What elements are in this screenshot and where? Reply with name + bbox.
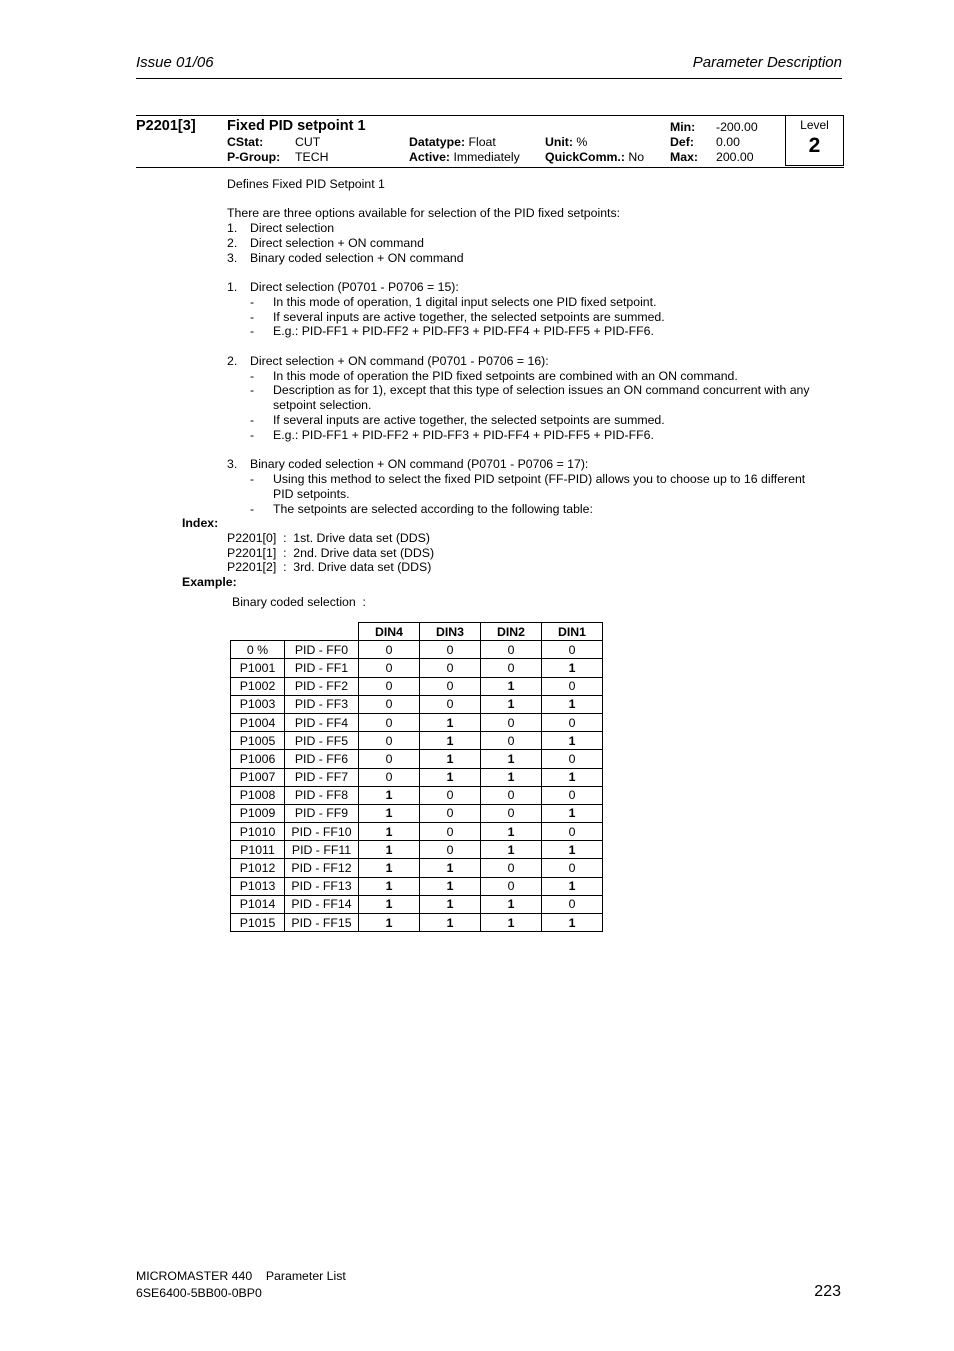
setpoint-cell: PID - FF14	[285, 895, 359, 913]
din-bit-cell: 1	[420, 713, 481, 731]
table-row	[231, 859, 603, 877]
table-row	[231, 695, 603, 713]
parameter-cell: P1004	[231, 713, 285, 731]
header-section-title: Parameter Description	[692, 54, 842, 71]
parameter-id: P2201[3]	[136, 118, 196, 134]
din-bit-cell: 1	[420, 859, 481, 877]
din-bit-cell: 1	[420, 750, 481, 768]
bullet-dash: -	[250, 413, 255, 427]
din-bit-cell: 0	[542, 895, 603, 913]
setpoint-cell: PID - FF5	[285, 732, 359, 750]
din-bit-cell: 1	[542, 768, 603, 786]
parameter-cell: P1011	[231, 841, 285, 859]
table-row	[231, 768, 603, 786]
bullet-text: If several inputs are active together, the selected setpoints are summed.	[273, 413, 665, 427]
din-bit-cell: 0	[420, 695, 481, 713]
din-bit-cell: 0	[359, 732, 420, 750]
setpoint-cell: PID - FF1	[285, 659, 359, 677]
parameter-cell: P1008	[231, 786, 285, 804]
din-bit-cell: 1	[481, 823, 542, 841]
bullet-text-continuation: setpoint selection.	[273, 398, 372, 412]
column-header: DIN2	[481, 623, 542, 641]
def-label: Def:	[670, 135, 694, 149]
binary-coded-label: Binary coded selection :	[232, 595, 366, 609]
table-header-row	[231, 623, 603, 641]
din-bit-cell: 1	[359, 877, 420, 895]
footer-order-number: 6SE6400-5BB00-0BP0	[136, 1286, 262, 1300]
din-bit-cell: 0	[542, 750, 603, 768]
din-bit-cell: 0	[420, 786, 481, 804]
column-header: DIN1	[542, 623, 603, 641]
table-row	[231, 804, 603, 822]
table-row	[231, 914, 603, 932]
datatype-value: Float	[468, 135, 496, 149]
bullet-dash: -	[250, 383, 255, 397]
setpoint-cell: PID - FF10	[285, 823, 359, 841]
table-row	[231, 895, 603, 913]
din-bit-cell: 0	[481, 877, 542, 895]
setpoint-cell: PID - FF3	[285, 695, 359, 713]
setpoint-cell: PID - FF8	[285, 786, 359, 804]
intro-text: There are three options available for selection of the PID fixed setpoints:	[227, 206, 621, 220]
column-header: DIN3	[420, 623, 481, 641]
section-number: 3.	[227, 457, 238, 471]
bullet-text: In this mode of operation the PID fixed setpoints are combined with an ON command.	[273, 369, 738, 383]
parameter-cell: P1003	[231, 695, 285, 713]
din-bit-cell: 1	[481, 677, 542, 695]
din-bit-cell: 0	[481, 786, 542, 804]
footer-product: MICROMASTER 440	[136, 1269, 253, 1283]
din-bit-cell: 0	[420, 841, 481, 859]
datatype-label: Datatype:	[409, 135, 466, 149]
active-label: Active:	[409, 150, 451, 164]
setpoint-cell: PID - FF15	[285, 914, 359, 932]
setpoint-cell: PID - FF6	[285, 750, 359, 768]
bullet-dash: -	[250, 369, 255, 383]
parameter-cell: P1001	[231, 659, 285, 677]
quickcomm-field	[545, 150, 644, 164]
pgroup-value: TECH	[295, 150, 329, 164]
din-bit-cell: 0	[481, 713, 542, 731]
table-row	[231, 841, 603, 859]
parameter-cell: P1007	[231, 768, 285, 786]
din-bit-cell: 1	[542, 659, 603, 677]
binary-selection-table	[230, 622, 603, 932]
active-field	[409, 150, 520, 164]
din-bit-cell: 1	[359, 895, 420, 913]
option-text: Binary coded selection + ON command	[250, 251, 464, 265]
quickcomm-label: QuickComm.:	[545, 150, 625, 164]
din-bit-cell: 1	[481, 768, 542, 786]
din-bit-cell: 0	[481, 859, 542, 877]
parameter-name: Fixed PID setpoint 1	[227, 118, 366, 134]
din-bit-cell: 1	[481, 841, 542, 859]
din-bit-cell: 0	[481, 804, 542, 822]
parameter-cell: P1010	[231, 823, 285, 841]
bullet-dash: -	[250, 502, 255, 516]
section-title: Direct selection + ON command (P0701 - P0706 = 16):	[250, 354, 549, 368]
din-bit-cell: 1	[542, 732, 603, 750]
din-bit-cell: 0	[359, 641, 420, 659]
parameter-cell: P1012	[231, 859, 285, 877]
table-row	[231, 786, 603, 804]
parameter-cell: P1015	[231, 914, 285, 932]
din-bit-cell: 1	[542, 695, 603, 713]
din-bit-cell: 1	[542, 877, 603, 895]
section-title: Binary coded selection + ON command (P0701 - P0706 = 17):	[250, 457, 589, 471]
bullet-text: E.g.: PID-FF1 + PID-FF2 + PID-FF3 + PID-FF4 + PID-FF5 + PID-FF6.	[273, 428, 654, 442]
level-label: Level	[800, 118, 829, 132]
bullet-text: If several inputs are active together, the selected setpoints are summed.	[273, 310, 665, 324]
bullet-text-continuation: PID setpoints.	[273, 487, 350, 501]
max-value: 200.00	[716, 150, 754, 164]
cstat-label: CStat:	[227, 135, 264, 149]
option-number: 2.	[227, 236, 238, 250]
din-bit-cell: 1	[359, 914, 420, 932]
bullet-text: E.g.: PID-FF1 + PID-FF2 + PID-FF3 + PID-FF4 + PID-FF5 + PID-FF6.	[273, 324, 654, 338]
din-bit-cell: 0	[542, 786, 603, 804]
table-row	[231, 677, 603, 695]
din-bit-cell: 0	[481, 732, 542, 750]
level-box	[785, 115, 844, 166]
parameter-cell: P1009	[231, 804, 285, 822]
index-item: P2201[1] : 2nd. Drive data set (DDS)	[227, 546, 435, 560]
index-item: P2201[2] : 3rd. Drive data set (DDS)	[227, 560, 432, 574]
option-number: 3.	[227, 251, 238, 265]
option-number: 1.	[227, 221, 238, 235]
min-label: Min:	[670, 120, 696, 134]
din-bit-cell: 0	[420, 659, 481, 677]
bullet-text: In this mode of operation, 1 digital input selects one PID fixed setpoint.	[273, 295, 657, 309]
level-number: 2	[808, 134, 821, 157]
din-bit-cell: 1	[542, 804, 603, 822]
setpoint-cell: PID - FF0	[285, 641, 359, 659]
din-bit-cell: 1	[359, 841, 420, 859]
setpoint-cell: PID - FF2	[285, 677, 359, 695]
din-bit-cell: 1	[420, 895, 481, 913]
datatype-field	[409, 135, 496, 149]
header-divider	[136, 78, 842, 79]
page-number: 223	[814, 1283, 841, 1300]
din-bit-cell: 0	[542, 713, 603, 731]
active-value: Immediately	[453, 150, 520, 164]
unit-field	[545, 135, 587, 149]
table-row	[231, 641, 603, 659]
bullet-text: The setpoints are selected according to the following table:	[273, 502, 593, 516]
din-bit-cell: 0	[420, 641, 481, 659]
min-value: -200.00	[716, 120, 758, 134]
footer-product-line	[136, 1269, 346, 1283]
option-text: Direct selection + ON command	[250, 236, 424, 250]
option-text: Direct selection	[250, 221, 335, 235]
din-bit-cell: 0	[359, 677, 420, 695]
setpoint-cell: PID - FF13	[285, 877, 359, 895]
parameter-cell: P1013	[231, 877, 285, 895]
din-bit-cell: 1	[481, 750, 542, 768]
index-item: P2201[0] : 1st. Drive data set (DDS)	[227, 531, 430, 545]
empty-cell	[231, 623, 285, 641]
din-bit-cell: 1	[420, 914, 481, 932]
din-bit-cell: 1	[542, 841, 603, 859]
cstat-value: CUT	[295, 135, 321, 149]
din-bit-cell: 1	[420, 732, 481, 750]
din-bit-cell: 0	[481, 659, 542, 677]
din-bit-cell: 1	[420, 877, 481, 895]
parameter-cell: P1002	[231, 677, 285, 695]
din-bit-cell: 0	[420, 804, 481, 822]
din-bit-cell: 0	[359, 768, 420, 786]
table-row	[231, 823, 603, 841]
defines-text: Defines Fixed PID Setpoint 1	[227, 177, 385, 191]
unit-value: %	[576, 135, 588, 149]
bullet-dash: -	[250, 310, 255, 324]
table-row	[231, 659, 603, 677]
quickcomm-value: No	[628, 150, 645, 164]
table-row	[231, 713, 603, 731]
setpoint-cell: PID - FF7	[285, 768, 359, 786]
din-bit-cell: 0	[359, 695, 420, 713]
setpoint-cell: PID - FF12	[285, 859, 359, 877]
din-bit-cell: 1	[359, 804, 420, 822]
din-bit-cell: 0	[542, 641, 603, 659]
din-bit-cell: 0	[420, 823, 481, 841]
table-row	[231, 732, 603, 750]
table-row	[231, 877, 603, 895]
din-bit-cell: 0	[359, 659, 420, 677]
setpoint-cell: PID - FF9	[285, 804, 359, 822]
section-number: 2.	[227, 354, 238, 368]
din-bit-cell: 1	[359, 859, 420, 877]
din-bit-cell: 0	[420, 677, 481, 695]
setpoint-cell: PID - FF11	[285, 841, 359, 859]
din-bit-cell: 0	[481, 641, 542, 659]
din-bit-cell: 1	[481, 895, 542, 913]
section-title: Direct selection (P0701 - P0706 = 15):	[250, 280, 459, 294]
din-bit-cell: 0	[359, 750, 420, 768]
din-bit-cell: 1	[420, 768, 481, 786]
din-bit-cell: 1	[542, 914, 603, 932]
din-bit-cell: 1	[481, 914, 542, 932]
bullet-dash: -	[250, 295, 255, 309]
unit-label: Unit:	[545, 135, 573, 149]
din-bit-cell: 1	[359, 786, 420, 804]
section-number: 1.	[227, 280, 238, 294]
bullet-dash: -	[250, 472, 255, 486]
empty-cell	[285, 623, 359, 641]
parameter-cell: P1006	[231, 750, 285, 768]
din-bit-cell: 1	[481, 695, 542, 713]
bullet-dash: -	[250, 324, 255, 338]
bullet-text: Using this method to select the fixed PID setpoint (FF-PID) allows you to choose up to 16 different	[273, 472, 806, 486]
table-row	[231, 750, 603, 768]
header-issue: Issue 01/06	[136, 54, 214, 71]
bullet-dash: -	[250, 428, 255, 442]
din-bit-cell: 1	[359, 823, 420, 841]
parameter-cell: 0 %	[231, 641, 285, 659]
pgroup-label: P-Group:	[227, 150, 281, 164]
footer-doc: Parameter List	[265, 1269, 346, 1283]
index-label: Index:	[182, 516, 219, 530]
column-header: DIN4	[359, 623, 420, 641]
din-bit-cell: 0	[359, 713, 420, 731]
example-label: Example:	[182, 575, 237, 589]
din-bit-cell: 0	[542, 859, 603, 877]
max-label: Max:	[670, 150, 699, 164]
setpoint-cell: PID - FF4	[285, 713, 359, 731]
parameter-cell: P1005	[231, 732, 285, 750]
bullet-text: Description as for 1), except that this type of selection issues an ON command concurrent with any	[273, 383, 810, 397]
din-bit-cell: 0	[542, 677, 603, 695]
parameter-cell: P1014	[231, 895, 285, 913]
def-value: 0.00	[716, 135, 740, 149]
din-bit-cell: 0	[542, 823, 603, 841]
